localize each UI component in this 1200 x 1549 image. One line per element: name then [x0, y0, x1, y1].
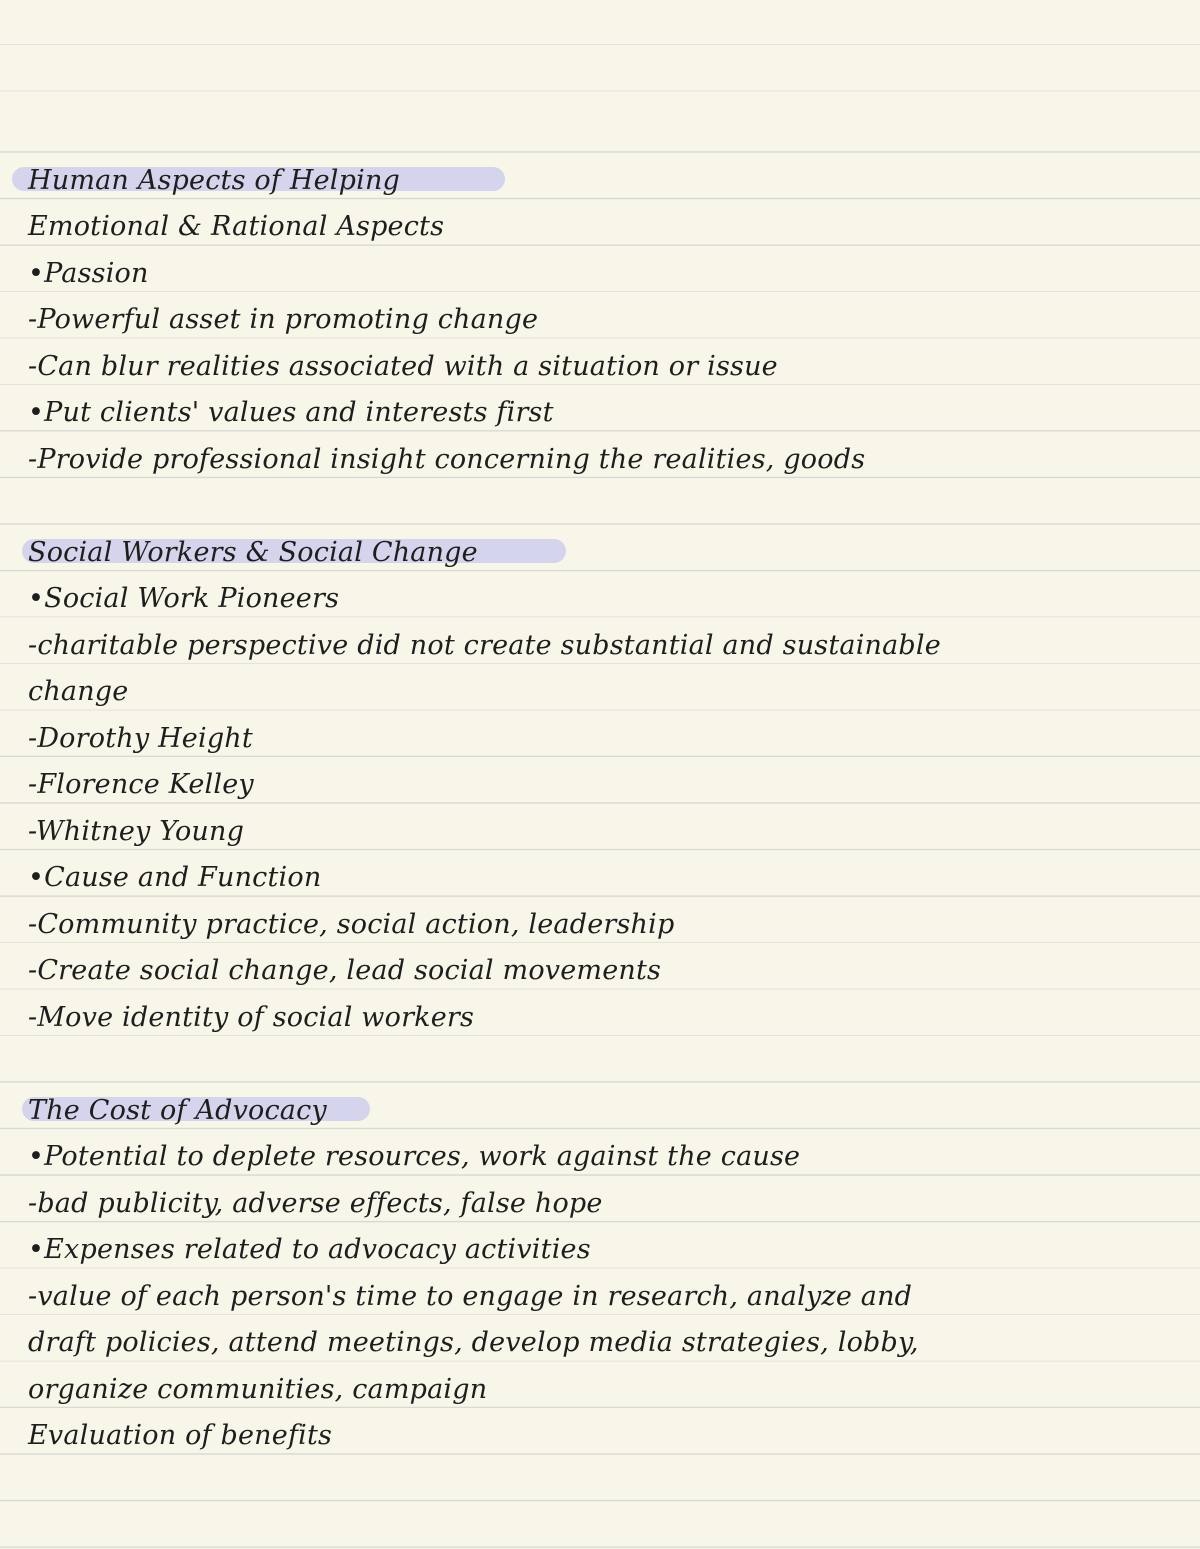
- blank-line: [0, 479, 1200, 526]
- note-line: [0, 1362, 1200, 1409]
- note-line: [0, 386, 1200, 433]
- note-text: -Can blur realities associated with a situation or issue: [28, 350, 778, 382]
- note-text: organize communities, campaign: [28, 1373, 488, 1405]
- note-text: -bad publicity, adverse effects, false hope: [28, 1187, 603, 1219]
- note-text: -Provide professional insight concerning the realities, goods: [28, 443, 866, 475]
- note-line: [0, 618, 1200, 665]
- note-text: -Dorothy Height: [28, 722, 253, 754]
- note-line: [0, 1223, 1200, 1270]
- note-line: [0, 1176, 1200, 1223]
- note-line: [0, 804, 1200, 851]
- note-line: [0, 246, 1200, 293]
- note-line: [0, 944, 1200, 991]
- section-title: The Cost of Advocacy: [28, 1094, 327, 1126]
- note-line: [0, 897, 1200, 944]
- note-line: [0, 1316, 1200, 1363]
- note-text: -Florence Kelley: [28, 769, 254, 800]
- note-line: [0, 711, 1200, 758]
- note-text: -Community practice, social action, leadership: [28, 908, 675, 940]
- section-heading: [0, 525, 1200, 572]
- note-text: •Social Work Pioneers: [28, 583, 340, 614]
- note-line: [0, 1130, 1200, 1177]
- note-text: -Powerful asset in promoting change: [28, 304, 539, 335]
- note-text: Evaluation of benefits: [28, 1420, 333, 1451]
- note-text: •Expenses related to advocacy activities: [28, 1234, 591, 1265]
- note-line: [0, 665, 1200, 712]
- note-text: •Passion: [28, 257, 149, 289]
- note-text: •Cause and Function: [28, 862, 322, 893]
- section-title: Human Aspects of Helping: [28, 164, 401, 196]
- blank-line: [0, 1037, 1200, 1084]
- note-line: [0, 758, 1200, 805]
- note-line: [0, 293, 1200, 340]
- note-text: draft policies, attend meetings, develop media strategies, lobby,: [28, 1327, 919, 1358]
- note-text: -charitable perspective did not create substantial and sustainable: [28, 629, 941, 661]
- note-line: [0, 1269, 1200, 1316]
- section-title: Social Workers & Social Change: [28, 536, 478, 568]
- note-text: Emotional & Rational Aspects: [28, 211, 445, 242]
- note-text: •Put clients' values and interests first: [28, 397, 554, 428]
- note-text: change: [28, 676, 129, 707]
- notes-content: [0, 153, 1200, 1455]
- note-line: [0, 990, 1200, 1037]
- section-heading: [0, 1083, 1200, 1130]
- note-text: -Create social change, lead social movements: [28, 955, 662, 986]
- note-line: [0, 200, 1200, 247]
- note-line: [0, 1409, 1200, 1456]
- note-line: [0, 851, 1200, 898]
- note-text: -value of each person's time to engage in research, analyze and: [28, 1280, 913, 1312]
- note-text: -Move identity of social workers: [28, 1001, 475, 1033]
- note-text: -Whitney Young: [28, 815, 245, 847]
- note-line: [0, 572, 1200, 619]
- section-heading: [0, 153, 1200, 200]
- note-line: [0, 339, 1200, 386]
- note-text: •Potential to deplete resources, work against the cause: [28, 1141, 801, 1172]
- note-line: [0, 432, 1200, 479]
